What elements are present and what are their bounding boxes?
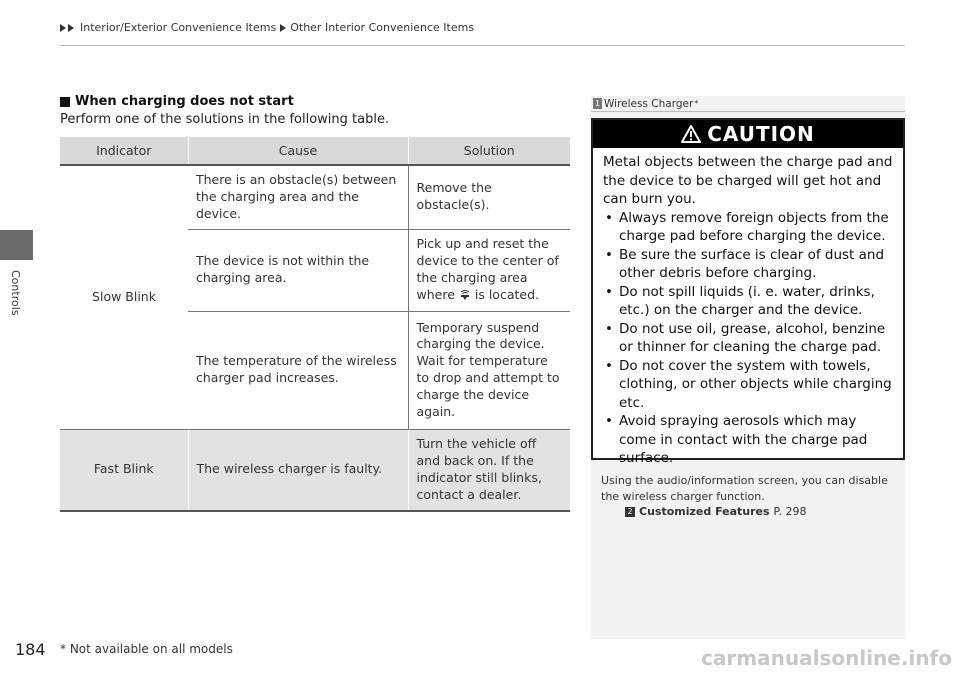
note-number-icon: 1 xyxy=(594,99,601,108)
reference-title[interactable]: Customized Features xyxy=(639,505,770,518)
watermark: carmanualsonline.info xyxy=(701,646,952,670)
square-bullet-icon xyxy=(60,97,70,107)
header-indicator: Indicator xyxy=(60,137,188,165)
indicator-fast-blink: Fast Blink xyxy=(60,429,188,511)
caution-box xyxy=(591,118,905,466)
list-item: • Do not use oil, grease, alcohol, benzine or thinner for cleaning the charge pad. xyxy=(603,320,895,357)
intro-text: Perform one of the solutions in the following table. xyxy=(60,112,390,127)
cross-reference-link[interactable] xyxy=(625,505,806,518)
list-item: • Do not spill liquids (i. e. water, drinks, etc.) on the charger and the device. xyxy=(603,283,895,320)
solutions-table xyxy=(60,137,570,512)
solution-cell: Turn the vehicle off and back on. If the indicator still blinks, contact a dealer. xyxy=(408,429,570,511)
caution-body xyxy=(593,148,903,468)
list-item: • Avoid spraying aerosols which may come in contact with the charge pad surface. xyxy=(603,412,895,468)
cause-cell: The device is not within the charging area. xyxy=(188,229,408,311)
table-row xyxy=(60,429,570,511)
side-chapter-tab[interactable] xyxy=(0,230,33,260)
sidebar-title-text: Wireless Charger xyxy=(604,97,694,110)
cause-cell: There is an obstacle(s) between the charging area and the device. xyxy=(196,172,397,221)
list-item: • Do not cover the system with towels, clothing, or other objects while charging etc. xyxy=(603,357,895,413)
cause-cell: The temperature of the wireless charger pad increases. xyxy=(188,311,408,429)
solution-cell: Temporary suspend charging the device. Wait for temperature to drop and attempt to charge the device again. xyxy=(408,311,570,429)
breadcrumb-separator-icon xyxy=(280,24,286,32)
sidebar-notes xyxy=(591,96,905,639)
section-heading-text: When charging does not start xyxy=(75,94,294,109)
list-item: • Always remove foreign objects from the charge pad before charging the device. xyxy=(603,209,895,246)
sidebar-note: Using the audio/information screen, you can disable the wireless charger function. xyxy=(601,474,888,503)
reference-arrow-icon: 2 xyxy=(625,507,635,517)
page-number: 184 xyxy=(15,640,46,659)
breadcrumb-level1[interactable]: Interior/Exterior Convenience Items xyxy=(80,21,277,34)
reference-page[interactable]: P. 298 xyxy=(773,505,807,518)
solution-text-after: is located. xyxy=(474,287,539,302)
caution-heading: CAUTION xyxy=(707,122,815,146)
list-item: • Be sure the surface is clear of dust and other debris before charging. xyxy=(603,246,895,283)
section-heading xyxy=(60,94,294,109)
footnote: * Not available on all models xyxy=(60,642,233,656)
table-row xyxy=(60,165,570,229)
solution-cell: Remove the obstacle(s). xyxy=(408,165,570,229)
header-divider xyxy=(60,45,905,46)
caution-list xyxy=(603,209,895,468)
header-cause: Cause xyxy=(188,137,408,165)
solution-text-before: Pick up and reset the device to the center of the charging area where xyxy=(416,236,559,302)
table-header-row xyxy=(60,137,570,165)
caution-header xyxy=(593,120,903,148)
availability-mark: * xyxy=(694,99,699,108)
indicator-slow-blink: Slow Blink xyxy=(92,288,156,304)
caution-lead: Metal objects between the charge pad and the device to be charged will get hot and can burn you. xyxy=(603,154,893,207)
breadcrumb-level2[interactable]: Other Interior Convenience Items xyxy=(290,21,475,34)
solution-cell xyxy=(408,229,570,311)
breadcrumb xyxy=(60,21,474,34)
breadcrumb-arrows-icon xyxy=(60,24,76,32)
side-chapter-label: Controls xyxy=(9,270,22,316)
sidebar-title xyxy=(591,96,905,112)
cause-cell: The wireless charger is faulty. xyxy=(188,429,408,511)
warning-triangle-icon xyxy=(681,125,701,143)
wireless-charger-icon xyxy=(459,289,471,301)
header-solution: Solution xyxy=(408,137,570,165)
